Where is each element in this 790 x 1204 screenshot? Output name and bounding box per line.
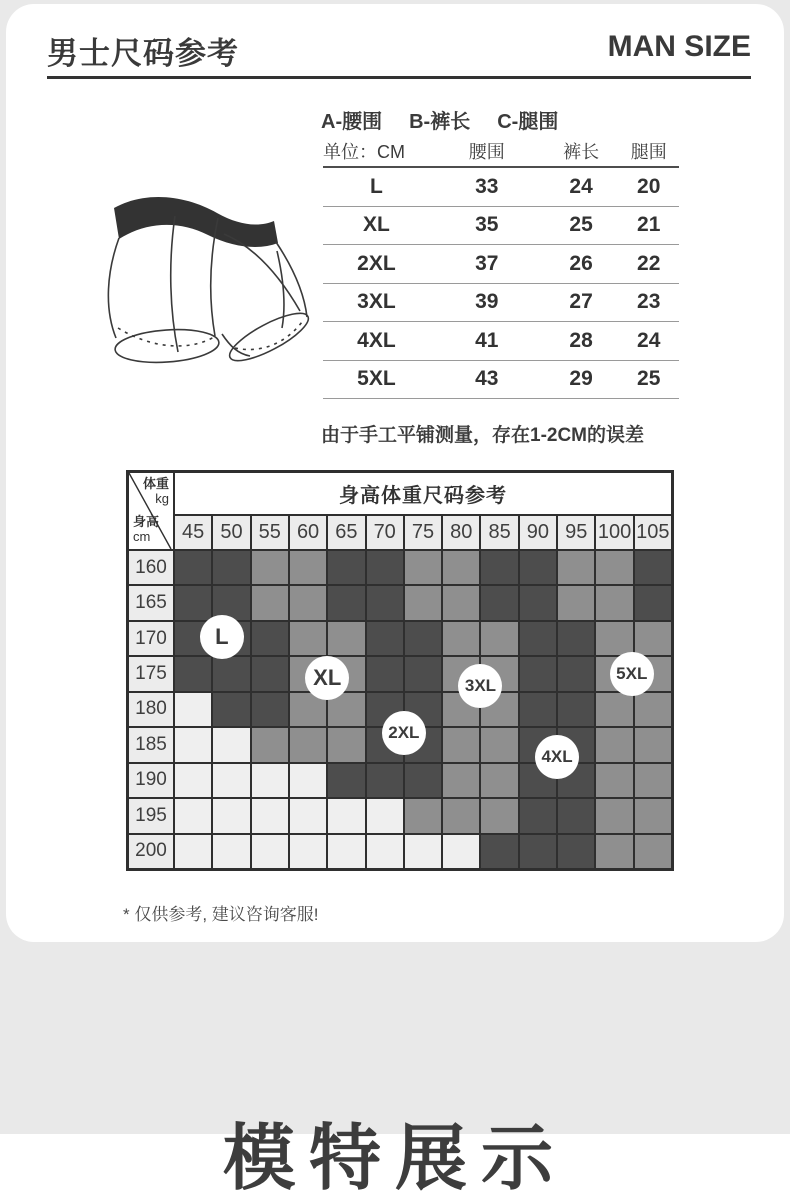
page-title: 男士尺码参考 — [47, 36, 239, 71]
chart-cell — [557, 692, 595, 727]
chart-cell — [442, 727, 480, 762]
chart-cell — [327, 763, 365, 798]
size-reference-card — [6, 4, 784, 942]
chart-cell — [212, 834, 250, 869]
chart-cell — [174, 585, 212, 620]
size-value: 43 — [475, 367, 499, 391]
chart-cell — [595, 763, 633, 798]
boxer-briefs-illustration — [72, 176, 322, 389]
size-marker: 4XL — [535, 735, 579, 779]
chart-cell — [327, 585, 365, 620]
height-row-header: 180 — [128, 692, 174, 727]
chart-cell — [174, 763, 212, 798]
chart-cell — [519, 656, 557, 691]
size-label: XL — [362, 213, 390, 237]
legend-item: C-腿围 — [497, 111, 559, 133]
chart-cell — [327, 550, 365, 585]
weight-column-header: 45 — [174, 515, 212, 550]
size-value: 26 — [569, 251, 593, 275]
chart-cell — [289, 834, 327, 869]
chart-cell — [595, 621, 633, 656]
size-value: 22 — [637, 251, 661, 275]
height-row-header: 160 — [128, 550, 174, 585]
weight-column-header: 100 — [595, 515, 633, 550]
chart-cell — [442, 798, 480, 833]
size-table — [323, 135, 679, 399]
chart-cell — [212, 692, 250, 727]
chart-cell — [251, 692, 289, 727]
measurement-legend — [321, 105, 585, 134]
height-row-header: 175 — [128, 656, 174, 691]
chart-cell — [634, 550, 672, 585]
page-title-en: MAN SIZE — [607, 30, 751, 63]
height-row-header: 170 — [128, 621, 174, 656]
size-value: 24 — [637, 328, 661, 352]
chart-cell — [251, 550, 289, 585]
weight-column-header: 90 — [519, 515, 557, 550]
weight-column-header: 65 — [327, 515, 365, 550]
size-label: 2XL — [357, 251, 396, 275]
size-table-row — [323, 207, 679, 246]
chart-cell — [251, 727, 289, 762]
size-marker: XL — [305, 656, 349, 700]
chart-cell — [174, 550, 212, 585]
chart-cell — [480, 621, 518, 656]
size-table-row — [323, 245, 679, 284]
chart-cell — [519, 692, 557, 727]
chart-cell — [634, 834, 672, 869]
chart-cell — [442, 585, 480, 620]
height-row-header: 165 — [128, 585, 174, 620]
size-value: 27 — [569, 290, 593, 314]
height-row-header: 190 — [128, 763, 174, 798]
chart-cell — [480, 550, 518, 585]
unit-label: 单位：CM — [323, 141, 405, 162]
chart-cell — [634, 692, 672, 727]
chart-cell — [366, 798, 404, 833]
weight-column-header: 70 — [366, 515, 404, 550]
weight-column-header: 50 — [212, 515, 250, 550]
chart-cell — [404, 656, 442, 691]
chart-cell — [595, 585, 633, 620]
size-label: 4XL — [357, 328, 396, 352]
size-value: 25 — [637, 367, 661, 391]
chart-cell — [519, 621, 557, 656]
size-marker: 2XL — [382, 711, 426, 755]
chart-cell — [327, 798, 365, 833]
height-row-header: 200 — [128, 834, 174, 869]
chart-cell — [174, 656, 212, 691]
size-value: 39 — [475, 290, 499, 314]
measurement-note: 由于手工平铺测量，存在1-2CM的误差 — [321, 425, 645, 446]
chart-cell — [366, 550, 404, 585]
size-marker: 5XL — [610, 652, 654, 696]
chart-cell — [519, 585, 557, 620]
chart-cell — [404, 834, 442, 869]
chart-cell — [327, 727, 365, 762]
chart-cell — [519, 550, 557, 585]
col-header-length: 裤长 — [563, 141, 600, 162]
chart-cell — [519, 798, 557, 833]
chart-cell — [404, 621, 442, 656]
weight-column-header: 80 — [442, 515, 480, 550]
chart-cell — [174, 834, 212, 869]
chart-cell — [289, 763, 327, 798]
chart-cell — [251, 763, 289, 798]
size-value: 37 — [475, 251, 499, 275]
size-value: 20 — [637, 174, 661, 198]
size-marker: L — [200, 615, 244, 659]
size-table-row — [323, 168, 679, 207]
weight-column-header: 75 — [404, 515, 442, 550]
chart-cell — [366, 834, 404, 869]
chart-cell — [480, 798, 518, 833]
chart-cell — [212, 656, 250, 691]
chart-cell — [174, 798, 212, 833]
reference-footnote: * 仅供参考, 建议咨询客服! — [123, 905, 319, 924]
size-value: 41 — [475, 328, 499, 352]
chart-cell — [289, 550, 327, 585]
chart-cell — [595, 727, 633, 762]
chart-corner-cell — [128, 472, 174, 550]
height-row-header: 195 — [128, 798, 174, 833]
header-divider — [47, 76, 751, 79]
chart-cell — [557, 798, 595, 833]
chart-cell — [404, 798, 442, 833]
size-value: 24 — [569, 174, 593, 198]
chart-cell — [634, 585, 672, 620]
chart-cell — [289, 585, 327, 620]
chart-cell — [557, 585, 595, 620]
chart-cell — [174, 692, 212, 727]
corner-height-label: 身高 cm — [133, 514, 160, 545]
chart-cell — [404, 550, 442, 585]
chart-cell — [480, 763, 518, 798]
chart-cell — [557, 550, 595, 585]
legend-item: B-裤长 — [409, 111, 471, 133]
chart-cell — [595, 692, 633, 727]
chart-cell — [557, 834, 595, 869]
next-section-title: 模特展示 — [222, 1119, 567, 1199]
chart-cell — [251, 656, 289, 691]
chart-cell — [251, 798, 289, 833]
chart-cell — [634, 727, 672, 762]
chart-cell — [557, 621, 595, 656]
size-label: 3XL — [357, 290, 396, 314]
chart-cell — [519, 834, 557, 869]
chart-cell — [634, 798, 672, 833]
height-row-header: 185 — [128, 727, 174, 762]
legend-item: A-腰围 — [321, 111, 383, 133]
size-value: 23 — [637, 290, 661, 314]
chart-cell — [366, 621, 404, 656]
chart-cell — [442, 763, 480, 798]
waistband — [114, 197, 278, 247]
chart-cell — [289, 727, 327, 762]
corner-weight-label: 体重 kg — [142, 476, 169, 506]
chart-cell — [595, 834, 633, 869]
chart-cell — [595, 798, 633, 833]
chart-cell — [327, 621, 365, 656]
size-marker: 3XL — [458, 664, 502, 708]
chart-cell — [289, 621, 327, 656]
size-value: 28 — [569, 328, 593, 352]
chart-cell — [442, 550, 480, 585]
chart-cell — [289, 798, 327, 833]
chart-cell — [251, 621, 289, 656]
chart-cell — [327, 834, 365, 869]
chart-cell — [366, 763, 404, 798]
size-label: 5XL — [357, 367, 396, 391]
chart-cell — [404, 585, 442, 620]
size-value: 21 — [637, 213, 661, 237]
chart-cell — [480, 727, 518, 762]
chart-cell — [404, 763, 442, 798]
col-header-leg: 腿围 — [630, 141, 667, 162]
col-header-waist: 腰围 — [468, 141, 505, 162]
chart-cell — [174, 727, 212, 762]
chart-cell — [212, 550, 250, 585]
weight-column-header: 85 — [480, 515, 518, 550]
chart-cell — [366, 585, 404, 620]
chart-cell — [212, 763, 250, 798]
chart-cell — [557, 656, 595, 691]
weight-column-header: 105 — [634, 515, 672, 550]
chart-cell — [251, 834, 289, 869]
chart-cell — [366, 656, 404, 691]
boxer-briefs-icon — [72, 176, 322, 384]
size-table-body — [323, 168, 679, 399]
weight-column-header: 60 — [289, 515, 327, 550]
size-value: 33 — [475, 174, 499, 198]
size-table-header — [323, 135, 679, 168]
weight-column-header: 55 — [251, 515, 289, 550]
size-value: 25 — [569, 213, 593, 237]
chart-cell — [480, 585, 518, 620]
chart-cell — [212, 798, 250, 833]
chart-cell — [480, 834, 518, 869]
chart-cell — [634, 621, 672, 656]
chart-cell — [442, 834, 480, 869]
size-value: 35 — [475, 213, 499, 237]
chart-cell — [251, 585, 289, 620]
size-table-row — [323, 284, 679, 323]
chart-cell — [212, 727, 250, 762]
height-weight-chart — [126, 470, 674, 871]
size-table-row — [323, 322, 679, 361]
chart-cell — [442, 621, 480, 656]
size-table-row — [323, 361, 679, 400]
chart-cell — [595, 550, 633, 585]
weight-column-header: 95 — [557, 515, 595, 550]
size-value: 29 — [569, 367, 593, 391]
chart-title: 身高体重尺码参考 — [174, 472, 672, 515]
size-label: L — [369, 174, 383, 198]
chart-cell — [634, 763, 672, 798]
